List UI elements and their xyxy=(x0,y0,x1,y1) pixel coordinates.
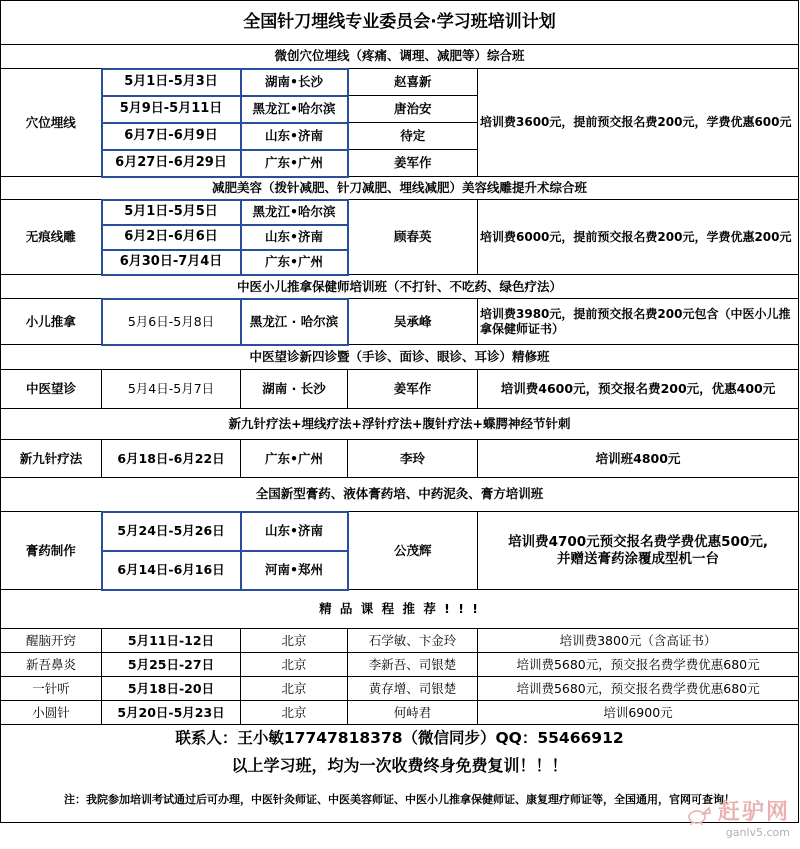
fee-cell-paste xyxy=(478,512,799,590)
date-cell: 6月7日-6月9日 xyxy=(102,123,241,150)
donkey-logo-icon xyxy=(685,804,713,826)
date-cell: 5月25日-27日 xyxy=(102,653,241,677)
place-cell: 黑龙江•哈尔滨 xyxy=(241,200,348,225)
footnote: 注：我院参加培训考试通过后可办理，中医针灸师证、中医美容师证、中医小儿推拿保健师证、康复理疗师证等，全国通用，官网可查询！ xyxy=(1,779,799,823)
fee-cell: 培训费5680元，预交报名费学费优惠680元 xyxy=(478,677,799,701)
date-cell: 5月9日-5月11日 xyxy=(102,96,241,123)
date-cell: 5月24日-5月26日 xyxy=(102,512,241,551)
fee-cell: 培训费5680元，预交报名费学费优惠680元 xyxy=(478,653,799,677)
watermark-logo: 赶驴网 xyxy=(717,799,790,825)
course-name: 新吾鼻炎 xyxy=(1,653,102,677)
date-cell: 5月20日-5月23日 xyxy=(102,701,241,725)
place-cell: 黑龙江•哈尔滨 xyxy=(241,96,348,123)
page-title: 全国针刀埋线专业委员会·学习班培训计划 xyxy=(1,1,799,45)
place-cell: 山东•济南 xyxy=(241,123,348,150)
date-cell: 6月27日-6月29日 xyxy=(102,150,241,177)
teacher-cell: 李新吾、司银楚 xyxy=(348,653,478,677)
fee-line: 并赠送膏药涂覆成型机一台 xyxy=(557,550,720,567)
section-header-diagnosis: 中医望诊新四诊暨（手诊、面诊、眼诊、耳诊）精修班 xyxy=(1,345,799,370)
course-name-diagnosis: 中医望诊 xyxy=(1,370,102,409)
fee-cell-diagnosis: 培训费4600元，预交报名费200元，优惠400元 xyxy=(478,370,799,409)
date-cell: 5月11日-12日 xyxy=(102,629,241,653)
course-name-nine-needle: 新九针疗法 xyxy=(1,440,102,478)
teacher-cell: 黄存增、司银楚 xyxy=(348,677,478,701)
place-cell: 湖南 · 长沙 xyxy=(241,370,348,409)
course-name-acupoint: 穴位埋线 xyxy=(1,69,102,177)
policy-line: 以上学习班，均为一次收费终身免费复训！！！ xyxy=(1,753,799,779)
teacher-cell: 姜军作 xyxy=(348,150,478,177)
teacher-cell: 吴承峰 xyxy=(348,299,478,345)
place-cell: 北京 xyxy=(241,701,348,725)
teacher-cell: 待定 xyxy=(348,123,478,150)
place-cell: 广东•广州 xyxy=(241,440,348,478)
course-name: 醒脑开窍 xyxy=(1,629,102,653)
date-cell: 6月30日-7月4日 xyxy=(102,250,241,275)
course-name-pediatric: 小儿推拿 xyxy=(1,299,102,345)
teacher-cell: 唐治安 xyxy=(348,96,478,123)
place-cell: 山东•济南 xyxy=(241,225,348,250)
fee-cell-acupoint: 培训费3600元，提前预交报名费200元，学费优惠600元 xyxy=(478,69,799,177)
section-header-paste: 全国新型膏药、液体膏药培、中药泥灸、膏方培训班 xyxy=(1,478,799,512)
place-cell: 广东•广州 xyxy=(241,250,348,275)
section-header-nine-needle: 新九针疗法+埋线疗法+浮针疗法+腹针疗法+蝶腭神经节针刺 xyxy=(1,409,799,440)
watermark xyxy=(685,795,790,839)
place-cell: 北京 xyxy=(241,653,348,677)
place-cell: 广东•广州 xyxy=(241,150,348,177)
fee-line: 培训费4700元预交报名费学费优惠500元, xyxy=(508,533,768,550)
course-name: 小圆针 xyxy=(1,701,102,725)
teacher-cell: 姜军作 xyxy=(348,370,478,409)
date-cell: 6月2日-6月6日 xyxy=(102,225,241,250)
teacher-cell-paste: 公茂辉 xyxy=(348,512,478,590)
course-name: 一针听 xyxy=(1,677,102,701)
place-cell: 山东•济南 xyxy=(241,512,348,551)
date-cell: 5月18日-20日 xyxy=(102,677,241,701)
place-cell: 北京 xyxy=(241,629,348,653)
course-name-slimming: 无痕线雕 xyxy=(1,200,102,275)
section-header-acupoint: 微创穴位埋线（疼痛、调理、减肥等）综合班 xyxy=(1,45,799,69)
date-cell: 5月4日-5月7日 xyxy=(102,370,241,409)
fee-cell: 培训费3800元（含高证书） xyxy=(478,629,799,653)
date-cell: 6月14日-6月16日 xyxy=(102,551,241,590)
date-cell: 5月1日-5月3日 xyxy=(102,69,241,96)
section-header-pediatric: 中医小儿推拿保健师培训班（不打针、不吃药、绿色疗法） xyxy=(1,275,799,299)
date-cell: 5月1日-5月5日 xyxy=(102,200,241,225)
section-header-slimming: 减肥美容（拨针减肥、针刀减肥、埋线减肥）美容线雕提升术综合班 xyxy=(1,177,799,200)
fee-cell-slimming: 培训费6000元，提前预交报名费200元，学费优惠200元 xyxy=(478,200,799,275)
place-cell: 河南•郑州 xyxy=(241,551,348,590)
teacher-cell-slimming: 顾春英 xyxy=(348,200,478,275)
contact-line: 联系人：王小敏17747818378（微信同步）QQ：55466912 xyxy=(1,725,799,753)
date-cell: 5月6日-5月8日 xyxy=(102,299,241,345)
place-cell: 黑龙江 · 哈尔滨 xyxy=(241,299,348,345)
teacher-cell: 石学敏、卞金玲 xyxy=(348,629,478,653)
course-name-paste: 膏药制作 xyxy=(1,512,102,590)
fee-cell: 培训6900元 xyxy=(478,701,799,725)
section-header-featured: 精 品 课 程 推 荐 ! ! ! xyxy=(1,590,799,629)
watermark-domain: ganlv5.com xyxy=(725,826,790,839)
fee-cell-pediatric: 培训费3980元，提前预交报名费200元包含（中医小儿推拿保健师证书） xyxy=(478,299,799,345)
place-cell: 湖南•长沙 xyxy=(241,69,348,96)
teacher-cell: 赵喜新 xyxy=(348,69,478,96)
teacher-cell: 李玲 xyxy=(348,440,478,478)
place-cell: 北京 xyxy=(241,677,348,701)
fee-cell-nine-needle: 培训班4800元 xyxy=(478,440,799,478)
teacher-cell: 何峙君 xyxy=(348,701,478,725)
date-cell: 6月18日-6月22日 xyxy=(102,440,241,478)
